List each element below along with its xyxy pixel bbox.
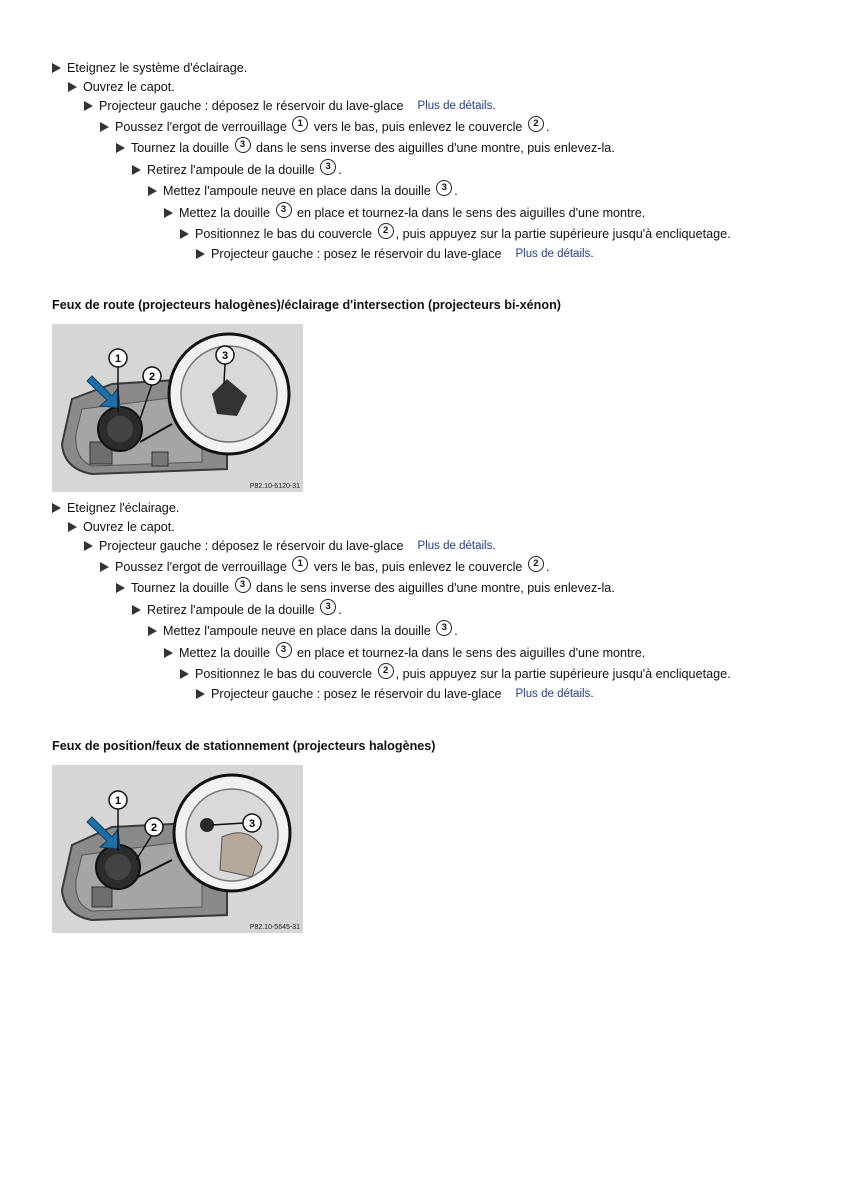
step-bullet-icon [148,626,157,636]
step-text: dans le sens inverse des aiguilles d'une montre, puis enlevez-la. [252,581,615,595]
step-text: Projecteur gauche : posez le réservoir du lave-glace [211,247,502,261]
step-bullet-icon [100,122,109,132]
step-text: Mettez la douille [179,646,274,660]
step-text: Eteignez l'éclairage. [67,501,180,515]
step-bullet-icon [164,648,173,658]
section-heading-position-lights: Feux de position/feux de stationnement (projecteurs halogènes) [52,739,436,753]
callout-1: 1 [114,795,122,807]
step-item [100,557,549,577]
step-text: Poussez l'ergot de verrouillage [115,560,291,574]
step-text: en place et tournez-la dans le sens des aiguilles d'une montre. [293,646,646,660]
step-bullet-icon [84,541,93,551]
callout-number: 3 [276,642,292,658]
step-text: vers le bas, puis enlevez le couvercle [310,120,526,134]
step-text: Ouvrez le capot. [83,80,175,94]
step-text: Positionnez le bas du couvercle [195,667,376,681]
step-text: . [545,120,550,134]
step-item [180,224,731,244]
callout-number: 2 [378,663,394,679]
step-bullet-icon [68,522,77,532]
step-text: . [545,560,550,574]
more-details-link[interactable]: Plus de détails [515,688,591,700]
callout-number: 3 [436,180,452,196]
step-bullet-icon [132,605,141,615]
step-text: Projecteur gauche : déposez le réservoir du lave-glace [99,99,404,113]
step-item [164,203,645,223]
link-period: . [590,688,594,700]
callout-number: 2 [528,556,544,572]
step-bullet-icon [164,208,173,218]
callout-3: 3 [221,350,229,362]
step-item [116,578,615,598]
callout-number: 2 [378,223,394,239]
step-item [100,117,549,137]
step-bullet-icon [68,82,77,92]
step-text: Eteignez le système d'éclairage. [67,61,248,75]
step-bullet-icon [196,249,205,259]
step-text: vers le bas, puis enlevez le couvercle [310,560,526,574]
step-text: Tournez la douille [131,141,233,155]
callout-number: 3 [276,202,292,218]
figure-position-lights [52,765,303,933]
figure-code: P82.10-6120-31 [249,483,300,490]
figure-high-beam [52,324,303,492]
step-text: Projecteur gauche : posez le réservoir du lave-glace [211,687,502,701]
more-details-link[interactable]: Plus de détails [417,100,493,112]
callout-number: 1 [292,556,308,572]
step-item [68,517,175,537]
step-bullet-icon [52,503,61,513]
step-text: , puis appuyez sur la partie supérieure jusqu'à encliquetage. [395,227,731,241]
step-bullet-icon [84,101,93,111]
step-item [148,621,458,641]
step-item [84,536,496,556]
callout-number: 3 [320,159,336,175]
callout-number: 2 [528,116,544,132]
step-item [164,643,645,663]
step-text: . [338,163,342,177]
step-text: , puis appuyez sur la partie supérieure jusqu'à encliquetage. [395,667,731,681]
step-text: Positionnez le bas du couvercle [195,227,376,241]
step-text: Retirez l'ampoule de la douille [147,163,319,177]
step-text: Poussez l'ergot de verrouillage [115,120,291,134]
more-details-link[interactable]: Plus de détails [515,248,591,260]
step-text: . [338,603,342,617]
step-text: Retirez l'ampoule de la douille [147,603,319,617]
step-text: Ouvrez le capot. [83,520,175,534]
step-bullet-icon [180,229,189,239]
step-item [68,77,175,97]
step-text: . [454,184,458,198]
callout-3: 3 [248,818,256,830]
step-bullet-icon [148,186,157,196]
link-period: . [590,248,594,260]
section-heading-high-beam: Feux de route (projecteurs halogènes)/éclairage d'intersection (projecteurs bi-xénon) [52,298,561,312]
step-item [52,498,179,518]
more-details-link[interactable]: Plus de détails [417,540,493,552]
callout-2: 2 [148,371,156,383]
headlamp-illustration-2 [52,765,303,933]
link-period: . [492,100,496,112]
step-bullet-icon [132,165,141,175]
step-item [148,181,458,201]
step-text: Tournez la douille [131,581,233,595]
step-bullet-icon [196,689,205,699]
callout-number: 3 [436,620,452,636]
step-item [132,600,342,620]
step-text: dans le sens inverse des aiguilles d'une montre, puis enlevez-la. [252,141,615,155]
link-period: . [492,540,496,552]
step-item [180,664,731,684]
step-bullet-icon [52,63,61,73]
step-item [132,160,342,180]
callout-number: 3 [235,137,251,153]
step-item [52,58,247,78]
step-item [116,138,615,158]
step-bullet-icon [116,143,125,153]
callout-1: 1 [114,353,122,365]
callout-number: 1 [292,116,308,132]
step-text: Projecteur gauche : déposez le réservoir du lave-glace [99,539,404,553]
callout-2: 2 [150,822,158,834]
step-item [196,684,594,704]
step-item [196,244,594,264]
step-text: Mettez la douille [179,206,274,220]
step-text: en place et tournez-la dans le sens des aiguilles d'une montre. [293,206,646,220]
figure-code: P82.10-5645-31 [249,924,300,931]
callout-number: 3 [235,577,251,593]
step-bullet-icon [100,562,109,572]
step-bullet-icon [180,669,189,679]
step-bullet-icon [116,583,125,593]
callout-number: 3 [320,599,336,615]
headlamp-illustration-1 [52,324,303,492]
step-text: . [454,624,458,638]
step-item [84,96,496,116]
step-text: Mettez l'ampoule neuve en place dans la douille [163,624,435,638]
step-text: Mettez l'ampoule neuve en place dans la douille [163,184,435,198]
